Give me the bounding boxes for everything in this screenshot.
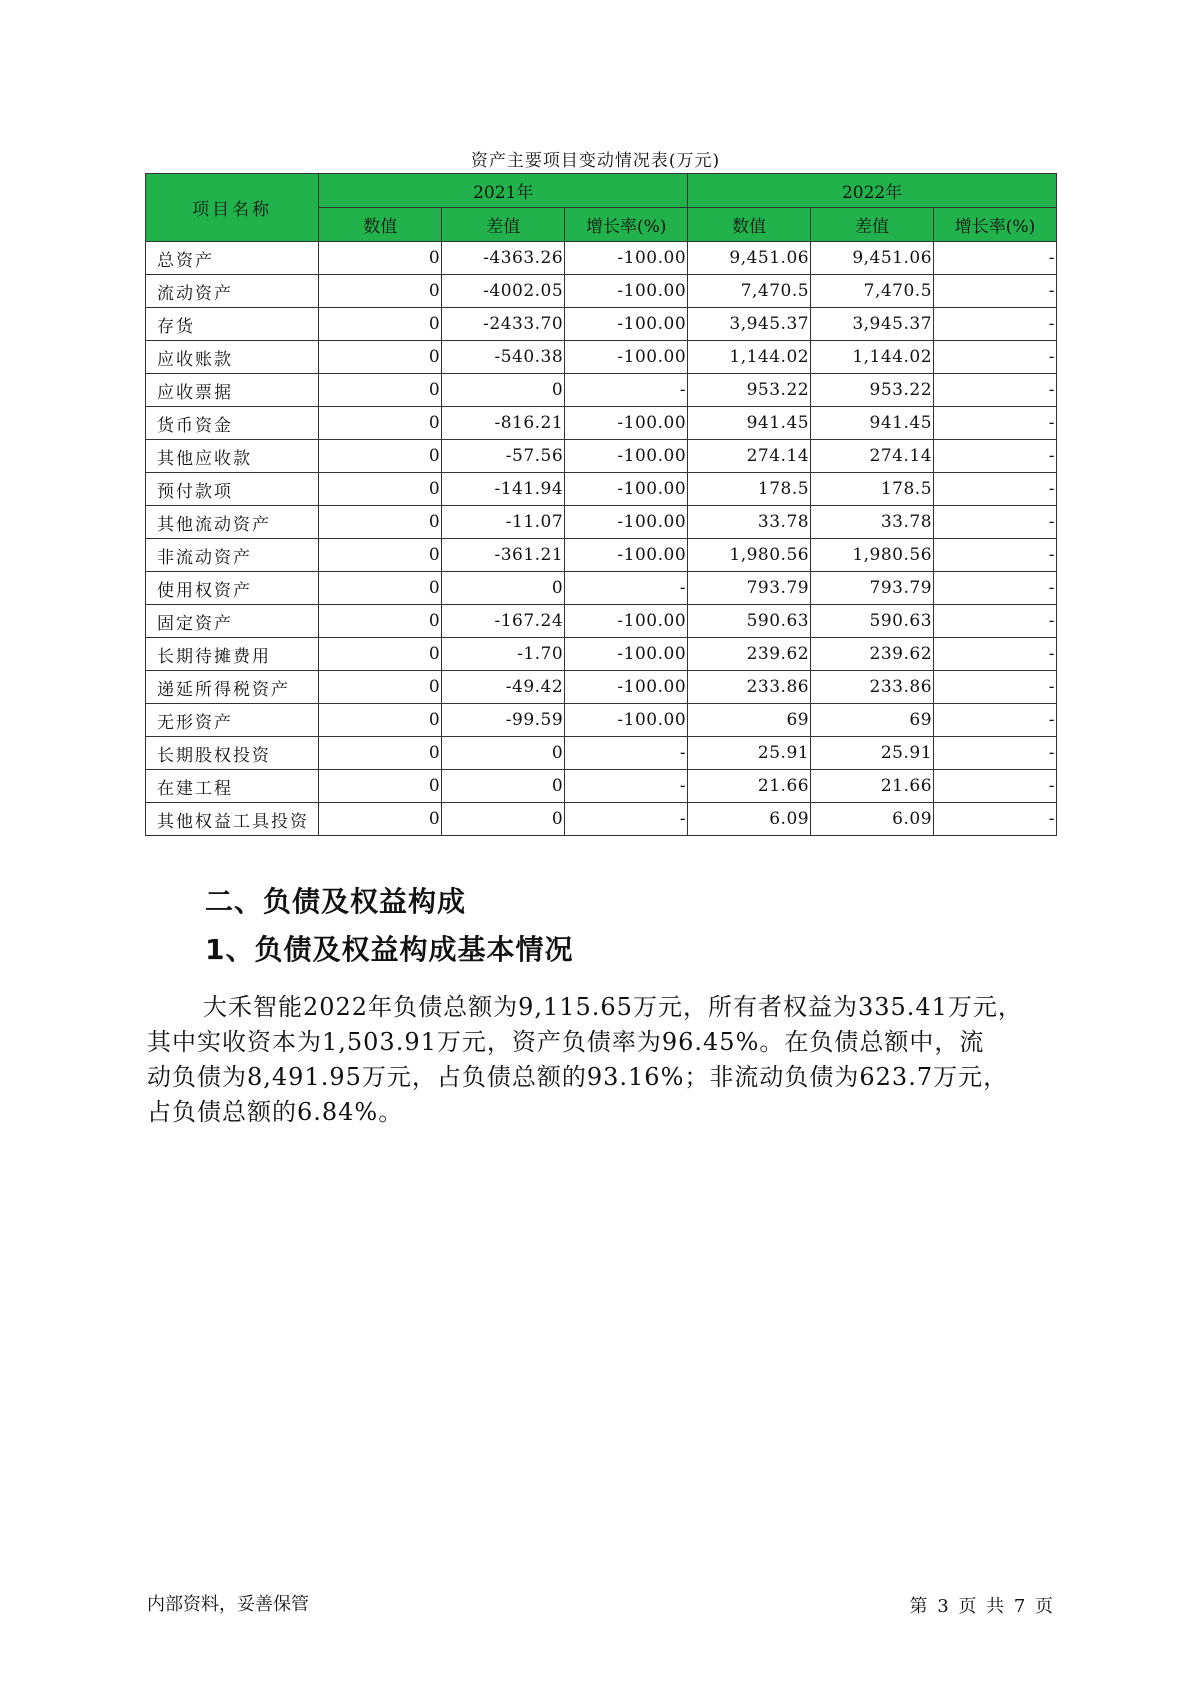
header-year-2021: 2021年 (319, 174, 688, 208)
header-value-2021: 数值 (319, 208, 442, 242)
cell-growth-2022: - (934, 671, 1057, 704)
cell-value-2021: 0 (319, 473, 442, 506)
cell-item-name: 存货 (146, 308, 319, 341)
cell-value-2022: 178.5 (688, 473, 811, 506)
section-heading: 二、负债及权益构成 (205, 885, 467, 918)
header-diff-2021: 差值 (442, 208, 565, 242)
cell-item-name: 长期股权投资 (146, 737, 319, 770)
table-row (146, 539, 1057, 572)
cell-value-2022: 25.91 (688, 737, 811, 770)
cell-growth-2021: -100.00 (565, 539, 688, 572)
cell-diff-2022: 9,451.06 (811, 242, 934, 275)
cell-item-name: 应收票据 (146, 374, 319, 407)
cell-diff-2022: 7,470.5 (811, 275, 934, 308)
cell-growth-2022: - (934, 605, 1057, 638)
table-row (146, 671, 1057, 704)
cell-value-2022: 21.66 (688, 770, 811, 803)
cell-diff-2022: 590.63 (811, 605, 934, 638)
paragraph-line: 占负债总额的6.84%。 (147, 1098, 404, 1126)
body-paragraph (147, 990, 1052, 1130)
cell-diff-2022: 941.45 (811, 407, 934, 440)
cell-growth-2021: -100.00 (565, 638, 688, 671)
cell-value-2022: 69 (688, 704, 811, 737)
cell-growth-2021: - (565, 572, 688, 605)
cell-growth-2022: - (934, 638, 1057, 671)
table-caption: 资产主要项目变动情况表(万元) (470, 151, 721, 171)
cell-growth-2021: - (565, 803, 688, 836)
cell-value-2022: 233.86 (688, 671, 811, 704)
cell-value-2022: 590.63 (688, 605, 811, 638)
cell-growth-2021: -100.00 (565, 341, 688, 374)
asset-change-table (145, 173, 1057, 836)
cell-growth-2022: - (934, 539, 1057, 572)
cell-item-name: 使用权资产 (146, 572, 319, 605)
cell-value-2022: 9,451.06 (688, 242, 811, 275)
section-subheading: 1、负债及权益构成基本情况 (205, 933, 574, 966)
cell-value-2021: 0 (319, 770, 442, 803)
cell-diff-2021: -141.94 (442, 473, 565, 506)
cell-growth-2022: - (934, 407, 1057, 440)
cell-value-2021: 0 (319, 407, 442, 440)
cell-growth-2021: -100.00 (565, 407, 688, 440)
cell-value-2021: 0 (319, 308, 442, 341)
cell-growth-2021: -100.00 (565, 704, 688, 737)
cell-value-2022: 274.14 (688, 440, 811, 473)
cell-diff-2022: 1,144.02 (811, 341, 934, 374)
cell-value-2022: 239.62 (688, 638, 811, 671)
cell-growth-2022: - (934, 704, 1057, 737)
cell-item-name: 其他流动资产 (146, 506, 319, 539)
table-row (146, 275, 1057, 308)
cell-growth-2021: -100.00 (565, 605, 688, 638)
cell-growth-2021: -100.00 (565, 671, 688, 704)
cell-diff-2021: -4002.05 (442, 275, 565, 308)
paragraph-line: 大禾智能2022年负债总额为9,115.65万元，所有者权益为335.41万元， (203, 993, 1023, 1021)
cell-growth-2021: -100.00 (565, 506, 688, 539)
cell-growth-2022: - (934, 572, 1057, 605)
footer-confidential-note: 内部资料，妥善保管 (147, 1594, 309, 1615)
cell-diff-2021: -1.70 (442, 638, 565, 671)
cell-diff-2021: -540.38 (442, 341, 565, 374)
cell-value-2022: 1,980.56 (688, 539, 811, 572)
cell-growth-2022: - (934, 440, 1057, 473)
header-diff-2022: 差值 (811, 208, 934, 242)
table-row (146, 440, 1057, 473)
cell-growth-2022: - (934, 374, 1057, 407)
cell-growth-2021: -100.00 (565, 473, 688, 506)
cell-item-name: 总资产 (146, 242, 319, 275)
table-row (146, 374, 1057, 407)
cell-growth-2022: - (934, 242, 1057, 275)
cell-growth-2021: - (565, 737, 688, 770)
cell-item-name: 非流动资产 (146, 539, 319, 572)
cell-growth-2021: -100.00 (565, 308, 688, 341)
cell-growth-2021: -100.00 (565, 440, 688, 473)
cell-diff-2021: 0 (442, 737, 565, 770)
cell-value-2021: 0 (319, 506, 442, 539)
cell-item-name: 在建工程 (146, 770, 319, 803)
cell-diff-2022: 233.86 (811, 671, 934, 704)
cell-diff-2022: 178.5 (811, 473, 934, 506)
cell-diff-2022: 69 (811, 704, 934, 737)
cell-growth-2022: - (934, 803, 1057, 836)
cell-diff-2021: -167.24 (442, 605, 565, 638)
cell-value-2021: 0 (319, 638, 442, 671)
table-row (146, 473, 1057, 506)
cell-diff-2021: -11.07 (442, 506, 565, 539)
cell-diff-2021: -57.56 (442, 440, 565, 473)
cell-value-2022: 33.78 (688, 506, 811, 539)
cell-item-name: 预付款项 (146, 473, 319, 506)
cell-value-2021: 0 (319, 275, 442, 308)
cell-growth-2022: - (934, 341, 1057, 374)
footer-page-number: 第 3 页 共 7 页 (909, 1596, 1055, 1617)
table-row (146, 803, 1057, 836)
table-row (146, 770, 1057, 803)
paragraph-line: 其中实收资本为1,503.91万元，资产负债率为96.45%。在负债总额中，流 (147, 1028, 985, 1056)
cell-value-2022: 793.79 (688, 572, 811, 605)
cell-value-2021: 0 (319, 803, 442, 836)
cell-growth-2022: - (934, 308, 1057, 341)
cell-value-2021: 0 (319, 605, 442, 638)
cell-value-2022: 3,945.37 (688, 308, 811, 341)
cell-diff-2021: -4363.26 (442, 242, 565, 275)
paragraph-line: 动负债为8,491.95万元，占负债总额的93.16%；非流动负债为623.7万元， (147, 1063, 1009, 1091)
table-row (146, 407, 1057, 440)
table-body (146, 242, 1057, 836)
cell-value-2021: 0 (319, 737, 442, 770)
cell-diff-2021: 0 (442, 803, 565, 836)
cell-diff-2021: -816.21 (442, 407, 565, 440)
cell-diff-2022: 25.91 (811, 737, 934, 770)
cell-item-name: 其他权益工具投资 (146, 803, 319, 836)
cell-diff-2021: -49.42 (442, 671, 565, 704)
cell-diff-2022: 239.62 (811, 638, 934, 671)
cell-value-2021: 0 (319, 671, 442, 704)
cell-diff-2022: 21.66 (811, 770, 934, 803)
cell-diff-2021: -2433.70 (442, 308, 565, 341)
cell-value-2022: 953.22 (688, 374, 811, 407)
cell-diff-2021: 0 (442, 770, 565, 803)
table-row (146, 308, 1057, 341)
cell-diff-2021: 0 (442, 572, 565, 605)
cell-diff-2022: 793.79 (811, 572, 934, 605)
cell-item-name: 流动资产 (146, 275, 319, 308)
header-value-2022: 数值 (688, 208, 811, 242)
cell-value-2021: 0 (319, 704, 442, 737)
cell-diff-2022: 1,980.56 (811, 539, 934, 572)
cell-growth-2021: -100.00 (565, 275, 688, 308)
cell-item-name: 长期待摊费用 (146, 638, 319, 671)
cell-diff-2021: -361.21 (442, 539, 565, 572)
cell-growth-2022: - (934, 770, 1057, 803)
cell-diff-2022: 953.22 (811, 374, 934, 407)
table-row (146, 704, 1057, 737)
cell-growth-2022: - (934, 473, 1057, 506)
cell-value-2022: 1,144.02 (688, 341, 811, 374)
header-growth-2022: 增长率(%) (934, 208, 1057, 242)
cell-value-2021: 0 (319, 374, 442, 407)
cell-growth-2021: - (565, 374, 688, 407)
cell-item-name: 货币资金 (146, 407, 319, 440)
table-row (146, 572, 1057, 605)
cell-diff-2021: -99.59 (442, 704, 565, 737)
cell-item-name: 无形资产 (146, 704, 319, 737)
cell-value-2022: 6.09 (688, 803, 811, 836)
cell-value-2021: 0 (319, 539, 442, 572)
table-row (146, 605, 1057, 638)
cell-diff-2022: 274.14 (811, 440, 934, 473)
header-year-2022: 2022年 (688, 174, 1057, 208)
cell-value-2021: 0 (319, 572, 442, 605)
header-item-name: 项目名称 (146, 174, 319, 242)
cell-diff-2022: 3,945.37 (811, 308, 934, 341)
cell-growth-2022: - (934, 275, 1057, 308)
cell-growth-2022: - (934, 737, 1057, 770)
cell-diff-2022: 33.78 (811, 506, 934, 539)
table-row (146, 638, 1057, 671)
cell-item-name: 其他应收款 (146, 440, 319, 473)
cell-value-2022: 941.45 (688, 407, 811, 440)
cell-diff-2022: 6.09 (811, 803, 934, 836)
cell-value-2022: 7,470.5 (688, 275, 811, 308)
table-row (146, 341, 1057, 374)
cell-item-name: 递延所得税资产 (146, 671, 319, 704)
cell-item-name: 应收账款 (146, 341, 319, 374)
table-row (146, 242, 1057, 275)
cell-value-2021: 0 (319, 440, 442, 473)
cell-growth-2022: - (934, 506, 1057, 539)
cell-growth-2021: - (565, 770, 688, 803)
header-growth-2021: 增长率(%) (565, 208, 688, 242)
cell-value-2021: 0 (319, 242, 442, 275)
table-row (146, 506, 1057, 539)
cell-item-name: 固定资产 (146, 605, 319, 638)
cell-growth-2021: -100.00 (565, 242, 688, 275)
cell-diff-2021: 0 (442, 374, 565, 407)
cell-value-2021: 0 (319, 341, 442, 374)
table-row (146, 737, 1057, 770)
